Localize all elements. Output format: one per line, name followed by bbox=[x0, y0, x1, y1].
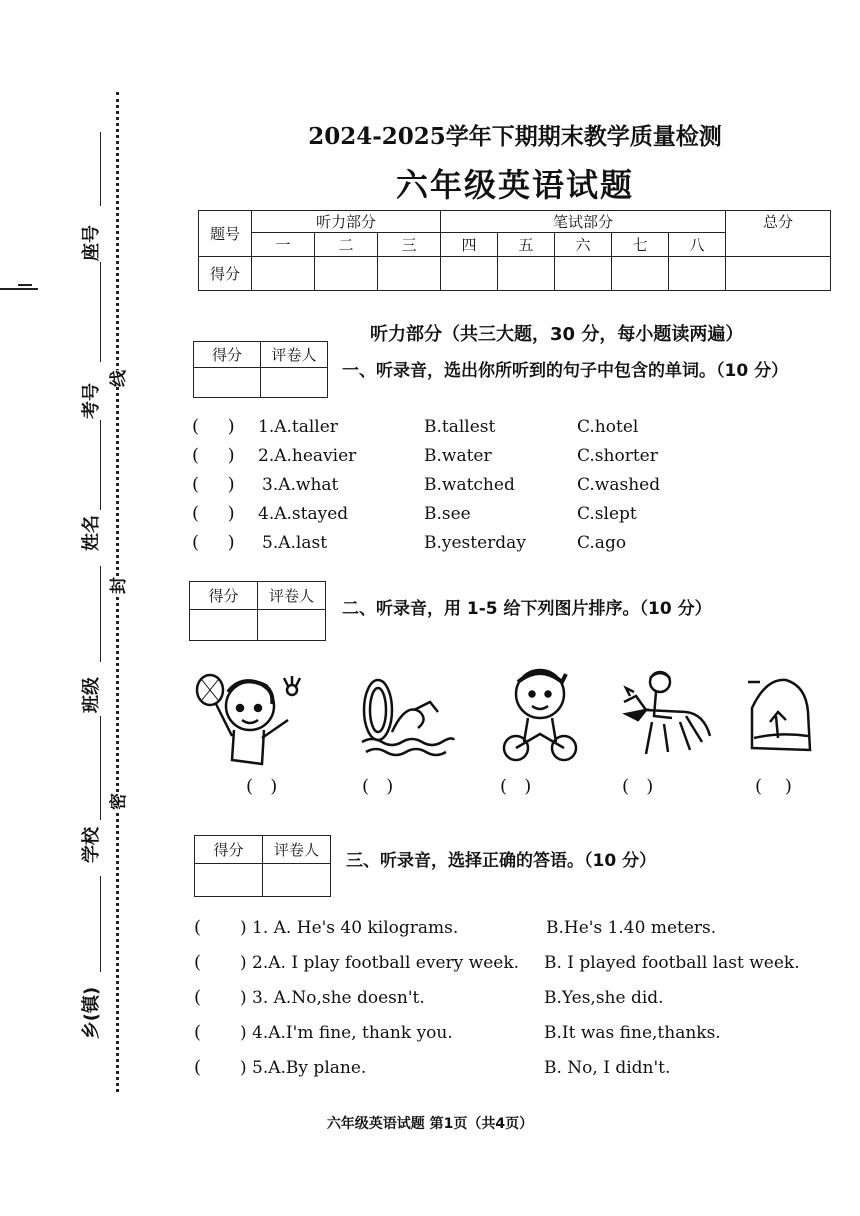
answer-option-b: B.Yes,she did. bbox=[544, 988, 664, 1008]
answer-option-b: B. I played football last week. bbox=[544, 953, 800, 973]
picture-order-blank[interactable]: ( ) bbox=[622, 776, 654, 797]
badminton-player-picture bbox=[192, 668, 312, 778]
grader-box-1 bbox=[193, 341, 328, 398]
seal-char-secret: 密 bbox=[104, 793, 129, 810]
grader-score-label: 得分 bbox=[194, 342, 261, 368]
school-label: 学校 bbox=[81, 827, 102, 863]
col-8: 八 bbox=[669, 233, 726, 257]
exam-no-field-line bbox=[100, 262, 101, 362]
exam-no-label: 考号 bbox=[81, 383, 102, 419]
margin-tick bbox=[0, 288, 38, 290]
answer-blank[interactable]: ( ) bbox=[192, 503, 235, 524]
paper-title: 六年级英语试题 bbox=[395, 166, 634, 204]
option-c: C.ago bbox=[577, 533, 627, 553]
score-cell[interactable] bbox=[555, 257, 612, 291]
option-a: 5.A.last bbox=[262, 533, 328, 553]
school-field-line bbox=[100, 716, 101, 820]
option-a: 2.A.heavier bbox=[258, 446, 357, 466]
answer-blank-open[interactable]: ( bbox=[194, 987, 202, 1008]
option-c: C.washed bbox=[577, 475, 661, 495]
township-field-line bbox=[100, 876, 101, 972]
option-a: 3.A.what bbox=[262, 475, 339, 495]
picture-order-blank[interactable]: ( ) bbox=[246, 776, 278, 797]
option-c: C.slept bbox=[577, 504, 637, 524]
answer-option-b: B.He's 1.40 meters. bbox=[546, 918, 717, 938]
picture-order-blank[interactable]: ( ) bbox=[500, 776, 532, 797]
grader-score-label: 得分 bbox=[195, 836, 263, 864]
answer-blank[interactable]: ( ) bbox=[192, 416, 235, 437]
grader-score-cell[interactable] bbox=[190, 610, 258, 641]
answer-blank[interactable]: ( ) bbox=[192, 445, 235, 466]
grader-name-cell[interactable] bbox=[263, 864, 331, 897]
answer-option-a: ) 2.A. I play football every week. bbox=[240, 953, 520, 973]
grader-name-cell[interactable] bbox=[258, 610, 326, 641]
answer-blank-open[interactable]: ( bbox=[194, 1022, 202, 1043]
answer-blank-open[interactable]: ( bbox=[194, 952, 202, 973]
grader-box-2 bbox=[189, 581, 326, 641]
answer-option-a: ) 5.A.By plane. bbox=[240, 1058, 367, 1078]
col-5: 五 bbox=[498, 233, 555, 257]
answer-option-b: B.It was fine,thanks. bbox=[544, 1023, 721, 1043]
answer-blank-open[interactable]: ( bbox=[194, 1057, 202, 1078]
col-7: 七 bbox=[612, 233, 669, 257]
grader-score-cell[interactable] bbox=[194, 368, 261, 398]
option-b: B.see bbox=[424, 504, 471, 524]
col-2: 二 bbox=[315, 233, 378, 257]
township-label: 乡(镇) bbox=[81, 986, 103, 1040]
option-a: 1.A.taller bbox=[258, 417, 338, 437]
option-b: B.tallest bbox=[424, 417, 496, 437]
score-cell[interactable] bbox=[498, 257, 555, 291]
seal-char-seal: 封 bbox=[104, 577, 129, 594]
score-cell[interactable] bbox=[252, 257, 315, 291]
picture-order-blank[interactable]: ( ) bbox=[755, 776, 792, 797]
grader-score-label: 得分 bbox=[190, 582, 258, 610]
total-label: 总分 bbox=[726, 211, 831, 257]
option-b: B.yesterday bbox=[424, 533, 526, 553]
col-3: 三 bbox=[378, 233, 441, 257]
grader-name-cell[interactable] bbox=[261, 368, 328, 398]
seat-label: 座号 bbox=[81, 225, 102, 261]
score-table bbox=[198, 210, 831, 291]
picture-order-blank[interactable]: ( ) bbox=[362, 776, 394, 797]
score-cell[interactable] bbox=[669, 257, 726, 291]
col-1: 一 bbox=[252, 233, 315, 257]
score-cell[interactable] bbox=[378, 257, 441, 291]
option-a: 4.A.stayed bbox=[258, 504, 349, 524]
option-c: C.hotel bbox=[577, 417, 639, 437]
grader-name-label: 评卷人 bbox=[261, 342, 328, 368]
listening-heading: 听力部分（共三大题，30 分，每小题读两遍） bbox=[370, 324, 744, 345]
tent-picture bbox=[746, 672, 816, 762]
name-field-line bbox=[100, 420, 101, 510]
grader-name-label: 评卷人 bbox=[263, 836, 331, 864]
listening-group-label: 听力部分 bbox=[252, 211, 441, 233]
written-group-label: 笔试部分 bbox=[441, 211, 726, 233]
class-label: 班级 bbox=[81, 677, 102, 713]
col-6: 六 bbox=[555, 233, 612, 257]
margin-tick bbox=[18, 284, 32, 286]
swimmer-picture bbox=[358, 672, 458, 762]
class-field-line bbox=[100, 566, 101, 662]
horse-rider-picture bbox=[616, 666, 716, 766]
answer-option-b: B. No, I didn't. bbox=[544, 1058, 671, 1078]
section3-title: 三、听录音，选择正确的答语。（10 分） bbox=[346, 851, 657, 871]
answer-blank[interactable]: ( ) bbox=[192, 474, 235, 495]
answer-option-a: ) 4.A.I'm fine, thank you. bbox=[240, 1023, 453, 1043]
answer-blank-open[interactable]: ( bbox=[194, 917, 202, 938]
answer-option-a: ) 3. A.No,she doesn't. bbox=[240, 988, 425, 1008]
score-cell[interactable] bbox=[315, 257, 378, 291]
name-label: 姓名 bbox=[81, 515, 102, 551]
grader-box-3 bbox=[194, 835, 331, 897]
score-cell[interactable] bbox=[441, 257, 498, 291]
score-label: 得分 bbox=[199, 257, 252, 291]
section2-title: 二、听录音，用 1-5 给下列图片排序。（10 分） bbox=[342, 599, 712, 619]
answer-option-a: ) 1. A. He's 40 kilograms. bbox=[240, 918, 459, 938]
grader-name-label: 评卷人 bbox=[258, 582, 326, 610]
col-4: 四 bbox=[441, 233, 498, 257]
option-b: B.water bbox=[424, 446, 492, 466]
exam-title: 2024-2025学年下期期末教学质量检测 bbox=[308, 123, 722, 150]
total-score-cell[interactable] bbox=[726, 257, 831, 291]
option-c: C.shorter bbox=[577, 446, 658, 466]
score-cell[interactable] bbox=[612, 257, 669, 291]
section1-title: 一、听录音，选出你所听到的句子中包含的单词。（10 分） bbox=[342, 361, 789, 381]
item-label: 题号 bbox=[199, 211, 252, 257]
seal-char-line: 线 bbox=[104, 370, 129, 387]
cyclist-picture bbox=[500, 664, 580, 764]
page-footer: 六年级英语试题 第1页（共4页） bbox=[326, 1116, 534, 1132]
answer-blank[interactable]: ( ) bbox=[192, 532, 235, 553]
option-b: B.watched bbox=[424, 475, 515, 495]
seat-field-line bbox=[100, 132, 101, 206]
grader-score-cell[interactable] bbox=[195, 864, 263, 897]
